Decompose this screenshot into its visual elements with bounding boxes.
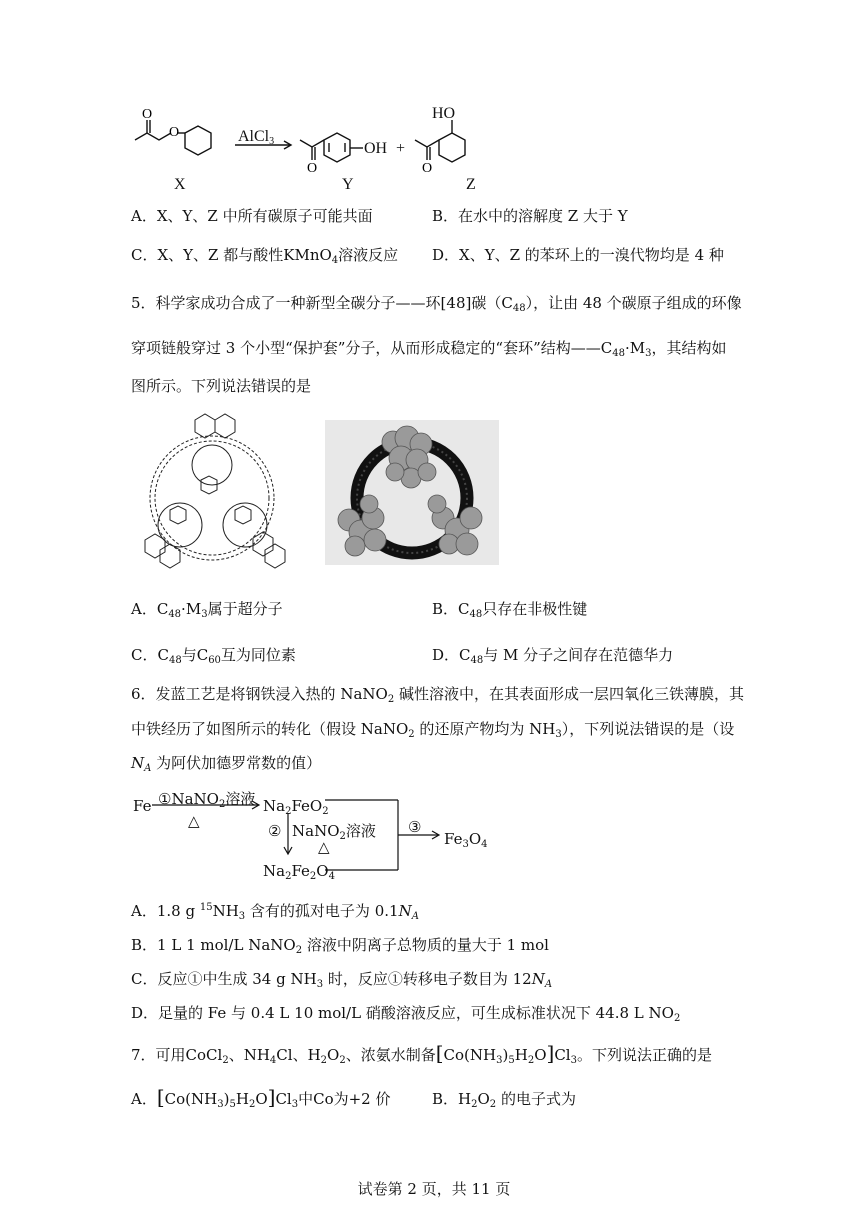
q5-stem-line1: 5．科学家成功合成了一种新型全碳分子——环[48]碳$(C_{48})$，让由 48 个碳原子组成的环像 — [131, 294, 742, 314]
q5-option-c: C．$C_{48}$与$C_{60}$互为同位素 — [131, 646, 296, 666]
carbonyl-oxygen-y: O — [307, 161, 318, 176]
catenane-structure-drawing — [135, 410, 290, 575]
catalyst-label: AlCl$_3$ — [238, 128, 275, 147]
q6-stem-line3: $N_A$ 为阿伏加德罗常数的值） — [131, 754, 322, 774]
q5-stem-line2: 穿项链般穿过 3 个小型“保护套”分子，从而形成稳定的“套环”结构$——C_{48}\cdot M_3$，其结构如 — [131, 339, 727, 359]
label-z: Z — [466, 176, 476, 193]
oh-group-label: OH — [364, 140, 388, 157]
scheme-na2feo2: $Na_2FeO_2$ — [263, 797, 329, 817]
carbonyl-oxygen-z: O — [422, 161, 433, 176]
q5-option-b: B．$C_{48}$只存在非极性键 — [432, 600, 588, 620]
q4-option-d: D．X、Y、Z 的苯环上的一溴代物均是 4 种 — [432, 246, 724, 264]
q6-stem-line1: 6．发蓝工艺是将钢铁浸入热的 NaNO$_2$ 碱性溶液中，在其表面形成一层四氧化三铁薄膜，其 — [131, 685, 744, 705]
q4-option-c: C．X、Y、Z 都与酸性KMnO$_4$溶液反应 — [131, 246, 399, 266]
scheme-step2-heat: △ — [318, 838, 330, 856]
q6-option-b: B．1 L 1 mol/L NaNO$_2$ 溶液中阴离子总物质的量大于 1 mol — [131, 936, 549, 956]
label-x: X — [174, 176, 186, 193]
q6-option-c: C．反应①中生成 34 g $NH_3$ 时，反应①转移电子数目为 $12N_A$ — [131, 970, 553, 990]
scheme-step1-reagent: ①NaNO$_2$溶液 — [158, 790, 256, 810]
q4-option-b: B．在水中的溶解度 Z 大于 Y — [432, 207, 628, 225]
q6-option-a: A．1.8 g $^{15}NH_3$ 含有的孤对电子为 $0.1N_A$ — [131, 902, 419, 922]
scheme-step1-heat: △ — [188, 812, 200, 830]
scheme-step2-number: ② — [268, 822, 282, 840]
q7-option-a: A．$[Co(NH_3)_5H_2O]Cl_3$中Co为+2 价 — [131, 1085, 391, 1110]
q7-stem: 7．可用CoCl$_2$、$NH_4Cl$、$H_2O_2$、浓氨水制备$[Co(NH_3)_5H_2O]Cl_3$。下列说法正确的是 — [131, 1041, 712, 1066]
q6-stem-line2: 中铁经历了如图所示的转化（假设 NaNO$_2$ 的还原产物均为 $NH_3$），下列说法错误的是（设 — [131, 720, 735, 740]
ester-oxygen: O — [169, 125, 180, 140]
label-y: Y — [342, 176, 354, 193]
q5-option-a: A．$C_{48}\cdot M_3$属于超分子 — [131, 600, 283, 620]
q4-option-a: A．X、Y、Z 中所有碳原子可能共面 — [131, 207, 373, 225]
scheme-step3-number: ③ — [408, 818, 422, 836]
scheme-step2-reagent: NaNO$_2$溶液 — [292, 822, 376, 842]
plus-sign: + — [396, 140, 406, 157]
carbonyl-oxygen-x: O — [142, 107, 153, 122]
q6-option-d: D．足量的 Fe 与 0.4 L 10 mol/L 硝酸溶液反应，可生成标准状况下 44.8 L $NO_2$ — [131, 1004, 681, 1024]
scheme-fe3o4: $Fe_3O_4$ — [444, 830, 488, 850]
q5-option-d: D．$C_{48}$与 M 分子之间存在范德华力 — [432, 646, 674, 666]
scheme-fe: Fe — [133, 797, 152, 815]
page-footer: 试卷第 2 页，共 11 页 — [357, 1180, 511, 1198]
q7-option-b: B．$H_2O_2$ 的电子式为 — [432, 1090, 576, 1110]
q5-stem-line3: 图所示。下列说法错误的是 — [131, 377, 312, 395]
scheme-na2fe2o4: $Na_2Fe_2O_4$ — [263, 862, 335, 882]
space-filling-model-image — [325, 420, 499, 565]
ho-group-label: HO — [432, 105, 456, 122]
